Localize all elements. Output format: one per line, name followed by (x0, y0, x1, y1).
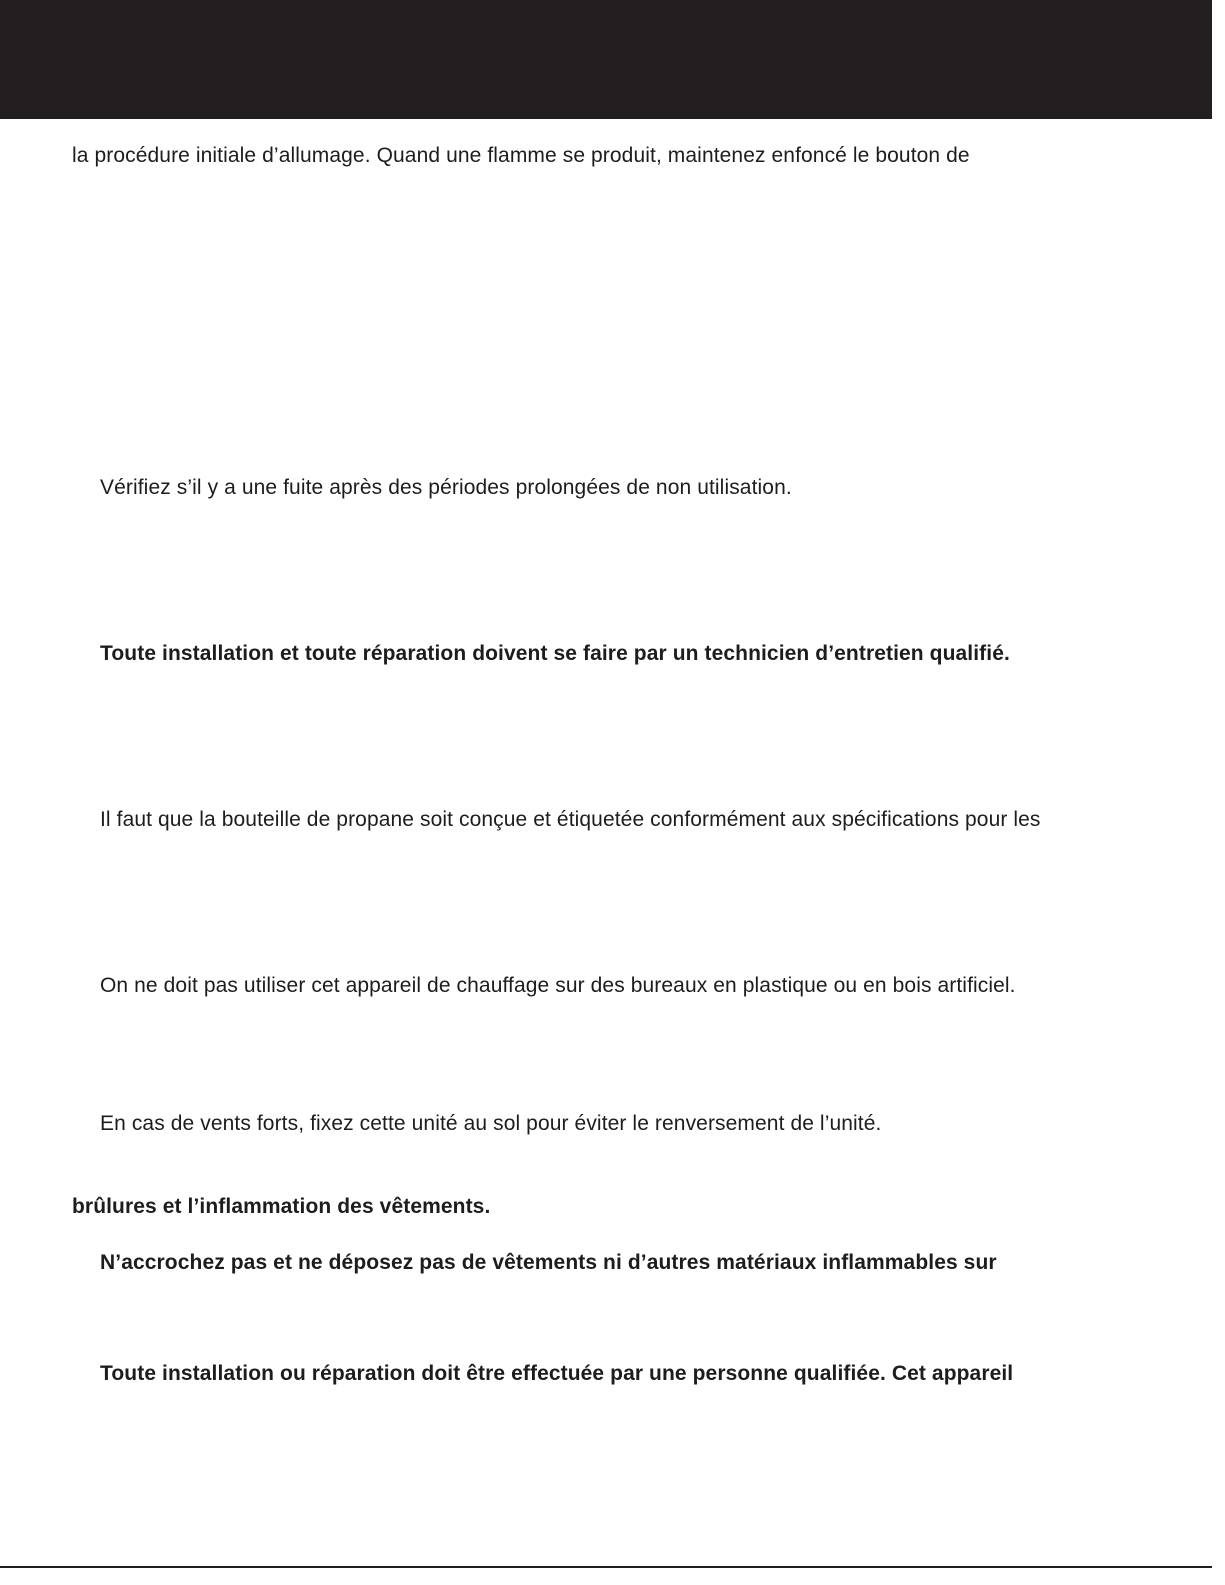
text-line-bureaux-plastique: On ne doit pas utiliser cet appareil de chauffage sur des bureaux en plastique ou en bois artificiel. (100, 974, 1016, 997)
text-line-vetements-inflammables: N’accrochez pas et ne déposez pas de vêtements ni d’autres matériaux inflammables sur (100, 1251, 997, 1274)
text-line-vents-forts: En cas de vents forts, fixez cette unité au sol pour éviter le renversement de l’unité. (100, 1112, 882, 1135)
text-line-allumage: la procédure initiale d’allumage. Quand une flamme se produit, maintenez enfoncé le bouton de (72, 144, 970, 167)
text-line-installation-technicien: Toute installation et toute réparation doivent se faire par un technicien d’entretien qualifié. (100, 642, 1010, 665)
text-line-installation-qualifiee: Toute installation ou réparation doit être effectuée par une personne qualifiée. Cet appareil (100, 1362, 1014, 1385)
text-line-brulures: brûlures et l’inflammation des vêtements. (72, 1195, 491, 1218)
bottom-rule (0, 1566, 1212, 1568)
text-line-bouteille-propane: Il faut que la bouteille de propane soit conçue et étiquetée conformément aux spécifications pour les (100, 808, 1041, 831)
header-bar (0, 0, 1212, 119)
text-line-fuite: Vérifiez s’il y a une fuite après des périodes prolongées de non utilisation. (100, 476, 792, 499)
